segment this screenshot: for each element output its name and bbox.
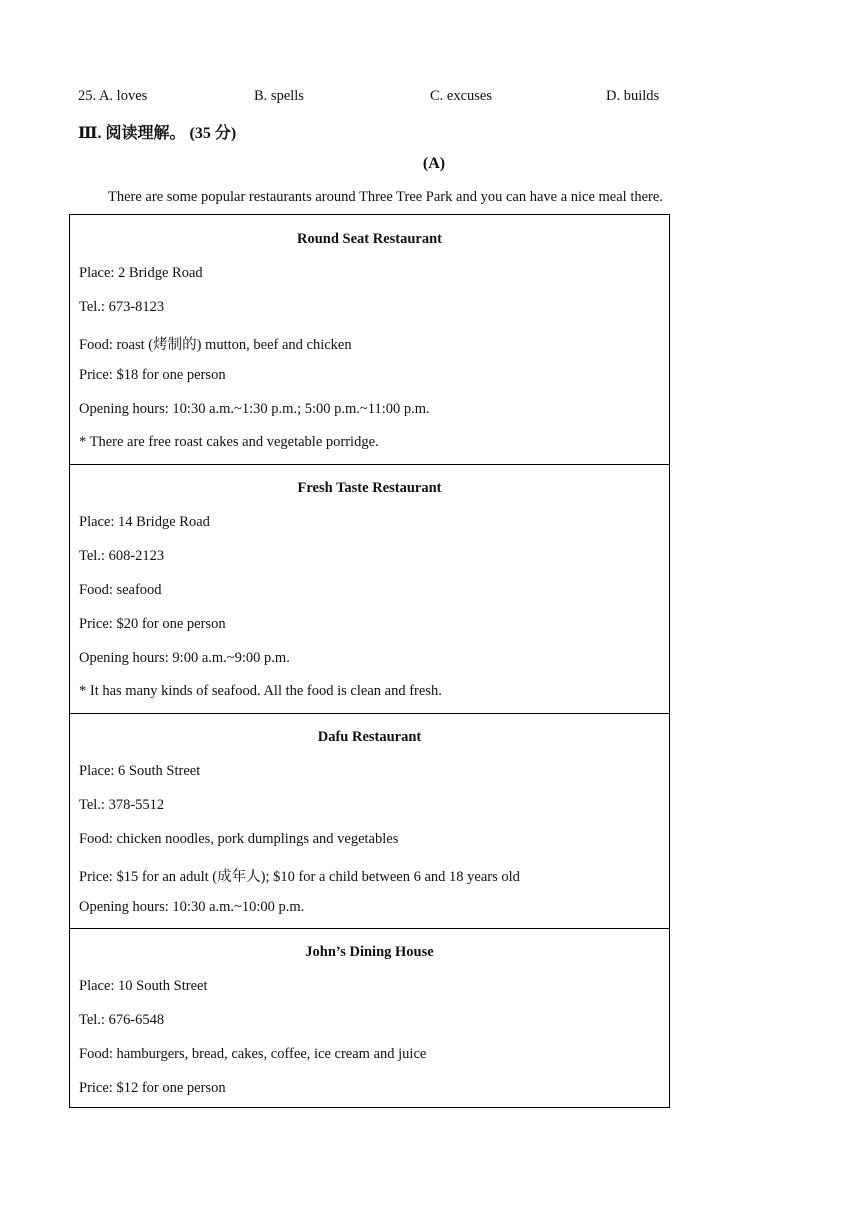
restaurant-food: Food: chicken noodles, pork dumplings and vegetables <box>79 831 399 847</box>
question-25-option-b: B. spells <box>254 88 304 104</box>
restaurant-price: Price: $12 for one person <box>79 1080 226 1096</box>
restaurant-hours: Opening hours: 10:30 a.m.~10:00 p.m. <box>79 899 305 915</box>
restaurant-place: Place: 14 Bridge Road <box>79 514 210 530</box>
restaurant-food: Food: hamburgers, bread, cakes, coffee, ice cream and juice <box>79 1046 427 1062</box>
restaurant-name: Fresh Taste Restaurant <box>297 480 442 496</box>
restaurant-note: * It has many kinds of seafood. All the food is clean and fresh. <box>79 683 442 699</box>
restaurant-tel: Tel.: 673-8123 <box>79 299 165 315</box>
restaurant-table <box>69 214 670 1108</box>
restaurant-food: Food: seafood <box>79 582 162 598</box>
restaurant-note: * There are free roast cakes and vegetable porridge. <box>79 434 379 450</box>
restaurant-card <box>70 215 669 465</box>
restaurant-price: Price: $20 for one person <box>79 616 226 632</box>
question-25-option-c: C. excuses <box>430 88 493 104</box>
restaurant-price: Price: $18 for one person <box>79 367 226 383</box>
restaurant-card <box>70 713 669 929</box>
restaurant-place: Place: 10 South Street <box>79 978 208 994</box>
restaurant-card <box>70 464 669 714</box>
question-25-option-d: D. builds <box>606 88 660 104</box>
passage-intro: There are some popular restaurants around Three Tree Park and you can have a nice meal there. <box>108 189 663 205</box>
restaurant-price: Price: $15 for an adult (成年人); $10 for a child between 6 and 18 years old <box>79 869 520 885</box>
question-number: 25. <box>78 88 97 104</box>
restaurant-tel: Tel.: 378-5512 <box>79 797 165 813</box>
restaurant-tel: Tel.: 608-2123 <box>79 548 165 564</box>
restaurant-name: Round Seat Restaurant <box>296 231 442 247</box>
restaurant-hours: Opening hours: 10:30 a.m.~1:30 p.m.; 5:00 p.m.~11:00 p.m. <box>79 401 430 417</box>
restaurant-place: Place: 6 South Street <box>79 763 201 779</box>
restaurant-card <box>70 928 669 1107</box>
restaurant-food: Food: roast (烤制的) mutton, beef and chicken <box>79 337 352 353</box>
option-a: A. loves <box>98 88 148 104</box>
passage-label: (A) <box>422 155 446 172</box>
restaurant-hours: Opening hours: 9:00 a.m.~9:00 p.m. <box>79 650 290 666</box>
restaurant-place: Place: 2 Bridge Road <box>79 265 203 281</box>
section-title: Ⅲ. 阅读理解。 (35 分) <box>78 125 237 142</box>
question-25-option-a <box>78 88 147 105</box>
restaurant-name: Dafu Restaurant <box>317 729 422 745</box>
restaurant-tel: Tel.: 676-6548 <box>79 1012 165 1028</box>
restaurant-name: John’s Dining House <box>305 944 434 960</box>
